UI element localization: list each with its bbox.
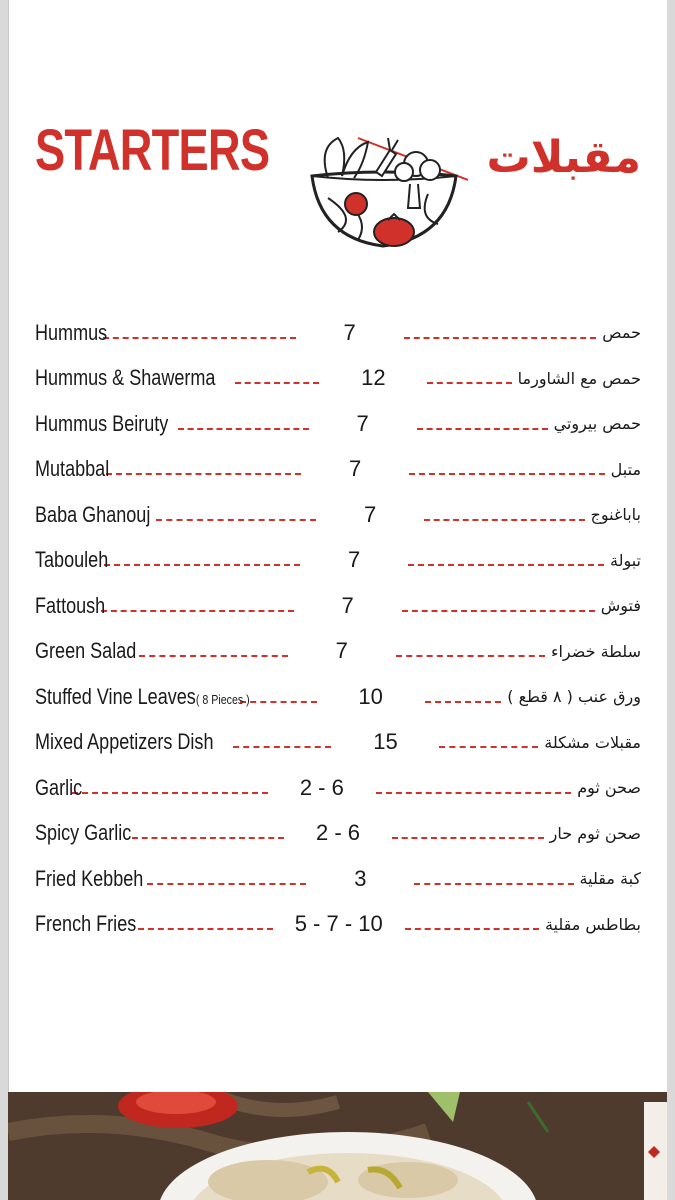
item-name-arabic: سلطة خضراء: [550, 641, 641, 661]
item-name-arabic: باباغنوج: [590, 505, 641, 525]
menu-item: [35, 401, 641, 447]
salad-bowl-icon: [298, 128, 468, 258]
item-name-english: Hummus & Shawerma: [35, 365, 216, 391]
menu-item: [35, 447, 641, 493]
item-name-arabic: ورق عنب ( ٨ قطع ): [507, 687, 641, 707]
dotted-leader: [424, 519, 584, 521]
item-price: 15: [373, 729, 398, 755]
dotted-leader: [404, 337, 597, 339]
item-name-arabic: متبل: [610, 459, 642, 479]
item-price: 7: [335, 638, 348, 664]
dotted-leader: [417, 428, 548, 430]
item-name-english: Fattoush: [35, 592, 106, 618]
item-name-english: Mixed Appetizers Dish: [35, 729, 214, 755]
dotted-leader: [132, 837, 284, 839]
item-name-arabic: فتوش: [600, 596, 642, 616]
dotted-leader: [376, 792, 571, 794]
dotted-leader: [139, 655, 288, 657]
menu-item: [35, 629, 641, 675]
item-name-english: Baba Ghanouj: [35, 501, 151, 527]
dotted-leader: [138, 928, 272, 930]
dotted-leader: [392, 837, 544, 839]
dotted-leader: [240, 701, 317, 703]
item-name-english: Stuffed Vine Leaves( 8 Pieces ): [35, 683, 250, 709]
item-name-english: Spicy Garlic: [35, 820, 132, 846]
item-price: 12: [361, 365, 386, 391]
dotted-leader: [408, 564, 604, 566]
item-price: 7: [348, 547, 361, 573]
food-photo-icon: [8, 1092, 667, 1200]
menu-list: [35, 310, 641, 947]
item-name-arabic: بطاطس مقلية: [544, 914, 641, 934]
item-name-english: French Fries: [35, 911, 137, 937]
item-name-english: Fried Kebbeh: [35, 865, 144, 891]
item-name-arabic: حمص مع الشاورما: [517, 368, 642, 388]
item-price: 2 - 6: [299, 774, 344, 800]
dotted-leader: [425, 701, 502, 703]
menu-item: [35, 811, 641, 857]
dotted-leader: [72, 792, 267, 794]
menu-item: [35, 856, 641, 902]
item-name-arabic: حمص: [602, 323, 642, 343]
dotted-leader: [103, 337, 296, 339]
item-price: 2 - 6: [315, 820, 360, 846]
item-price: 7: [341, 592, 354, 618]
menu-item: [35, 674, 641, 720]
menu-item: [35, 356, 641, 402]
item-price: 7: [348, 456, 362, 482]
item-name-english: Green Salad: [35, 638, 137, 664]
item-name-arabic: حمص بيروتي: [553, 414, 642, 434]
dotted-leader: [156, 519, 316, 521]
dotted-leader: [178, 428, 309, 430]
dotted-leader: [409, 473, 605, 475]
dotted-leader: [427, 382, 511, 384]
menu-page: [8, 0, 667, 1200]
item-price: 7: [356, 410, 369, 436]
menu-item: [35, 492, 641, 538]
dotted-leader: [106, 473, 302, 475]
dotted-leader: [104, 564, 300, 566]
item-name-english: Mutabbal: [35, 456, 110, 482]
menu-item: [35, 902, 641, 948]
menu-item: [35, 720, 641, 766]
dotted-leader: [101, 610, 294, 612]
item-price: 3: [354, 865, 367, 891]
menu-item: [35, 538, 641, 584]
item-name-english: Hummus Beiruty: [35, 410, 169, 436]
item-price: 7: [363, 501, 377, 527]
menu-item: [35, 310, 641, 356]
item-price: 5 - 7 - 10: [294, 911, 383, 937]
item-name-arabic: مقبلات مشكلة: [544, 732, 641, 752]
menu-item: [35, 583, 641, 629]
item-name-english: Garlic: [35, 774, 83, 800]
dotted-leader: [396, 655, 545, 657]
item-price: 10: [358, 683, 383, 709]
dotted-leader: [147, 883, 306, 885]
dotted-leader: [233, 746, 332, 748]
item-name-arabic: صحن ثوم: [577, 778, 642, 798]
dotted-leader: [402, 610, 595, 612]
item-name-english: Hummus: [35, 319, 108, 345]
item-name-english: Tabouleh: [35, 547, 109, 573]
dotted-leader: [405, 928, 539, 930]
item-price: 7: [343, 319, 356, 345]
page-title-arabic: مقبلات: [486, 132, 641, 183]
item-name-arabic: كبة مقلية: [579, 869, 642, 889]
dotted-leader: [235, 382, 319, 384]
dotted-leader: [414, 883, 573, 885]
item-name-arabic: تبولة: [610, 550, 641, 570]
dotted-leader: [439, 746, 538, 748]
menu-item: [35, 765, 641, 811]
page-title-english: STARTERS: [35, 118, 270, 183]
item-name-arabic: صحن ثوم حار: [549, 823, 641, 843]
